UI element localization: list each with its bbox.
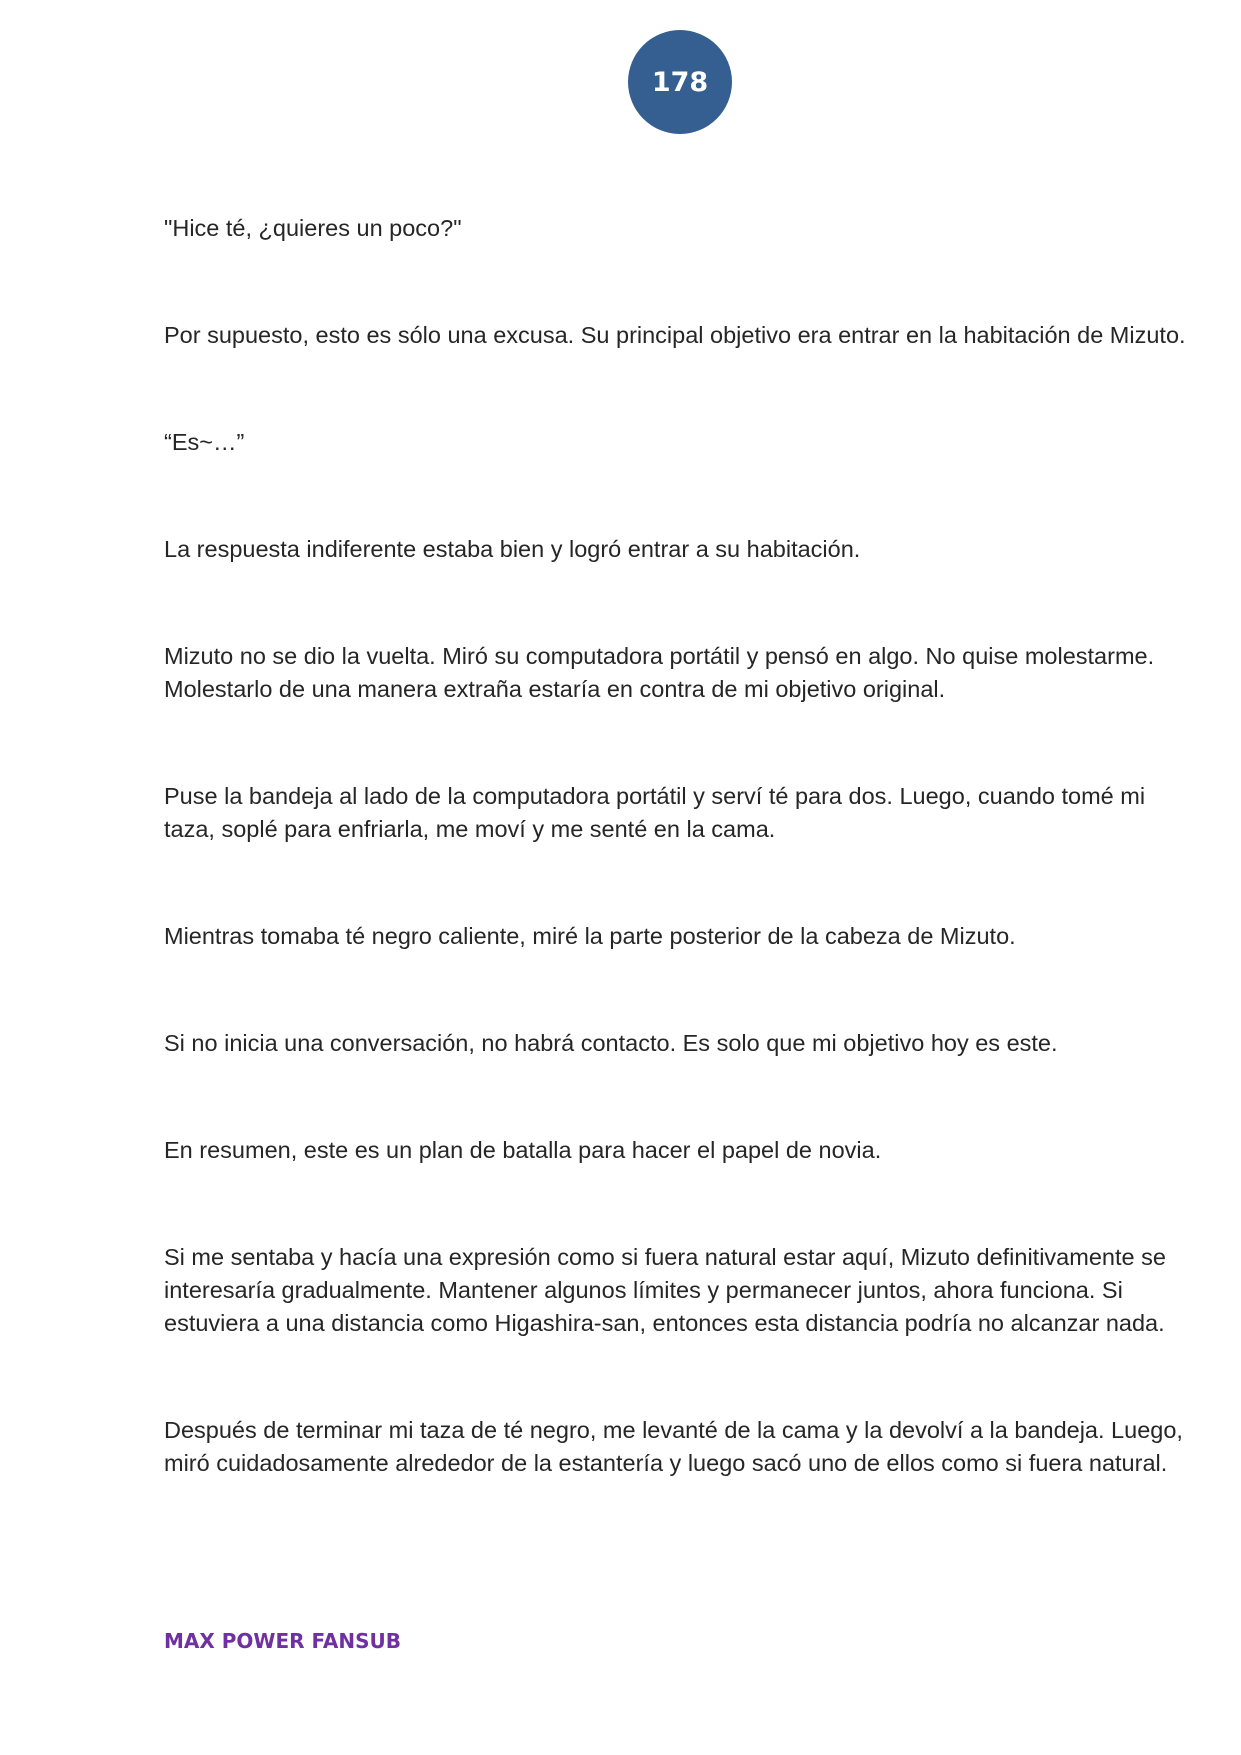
page-number: 178	[651, 66, 709, 98]
paragraph: Después de terminar mi taza de té negro, me levanté de la cama y la devolví a la bandeja. Luego, miró cuidadosamente alrededor de la estantería y luego sacó uno de ellos como si fuera natural.	[164, 1417, 1183, 1476]
paragraph: Puse la bandeja al lado de la computadora portátil y serví té para dos. Luego, cuando tomé mi taza, soplé para enfriarla, me moví y me senté en la cama.	[164, 783, 1146, 842]
paragraph: "Hice té, ¿quieres un poco?"	[164, 215, 462, 241]
fansub-credit: MAX POWER FANSUB	[164, 1629, 401, 1653]
paragraph: En resumen, este es un plan de batalla para hacer el papel de novia.	[164, 1137, 882, 1163]
page-number-badge	[628, 30, 732, 134]
paragraph: “Es~…”	[164, 429, 245, 455]
paragraph: Mizuto no se dio la vuelta. Miró su computadora portátil y pensó en algo. No quise molestarme. Molestarlo de una manera extraña estaría en contra de mi objetivo original.	[164, 643, 1155, 702]
document-body	[164, 212, 1194, 1480]
paragraph: Si no inicia una conversación, no habrá contacto. Es solo que mi objetivo hoy es este.	[164, 1030, 1058, 1056]
paragraph: La respuesta indiferente estaba bien y logró entrar a su habitación.	[164, 536, 861, 562]
paragraph: Mientras tomaba té negro caliente, miré la parte posterior de la cabeza de Mizuto.	[164, 923, 1016, 949]
paragraph: Si me sentaba y hacía una expresión como si fuera natural estar aquí, Mizuto definitivamente se interesaría gradualmente. Mantener algunos límites y permanecer juntos, ahora funciona. Si estuviera a una distancia como Higashira-san, entonces esta distancia podría no alcanzar nada.	[164, 1244, 1166, 1336]
paragraph: Por supuesto, esto es sólo una excusa. Su principal objetivo era entrar en la habitación de Mizuto.	[164, 322, 1186, 348]
